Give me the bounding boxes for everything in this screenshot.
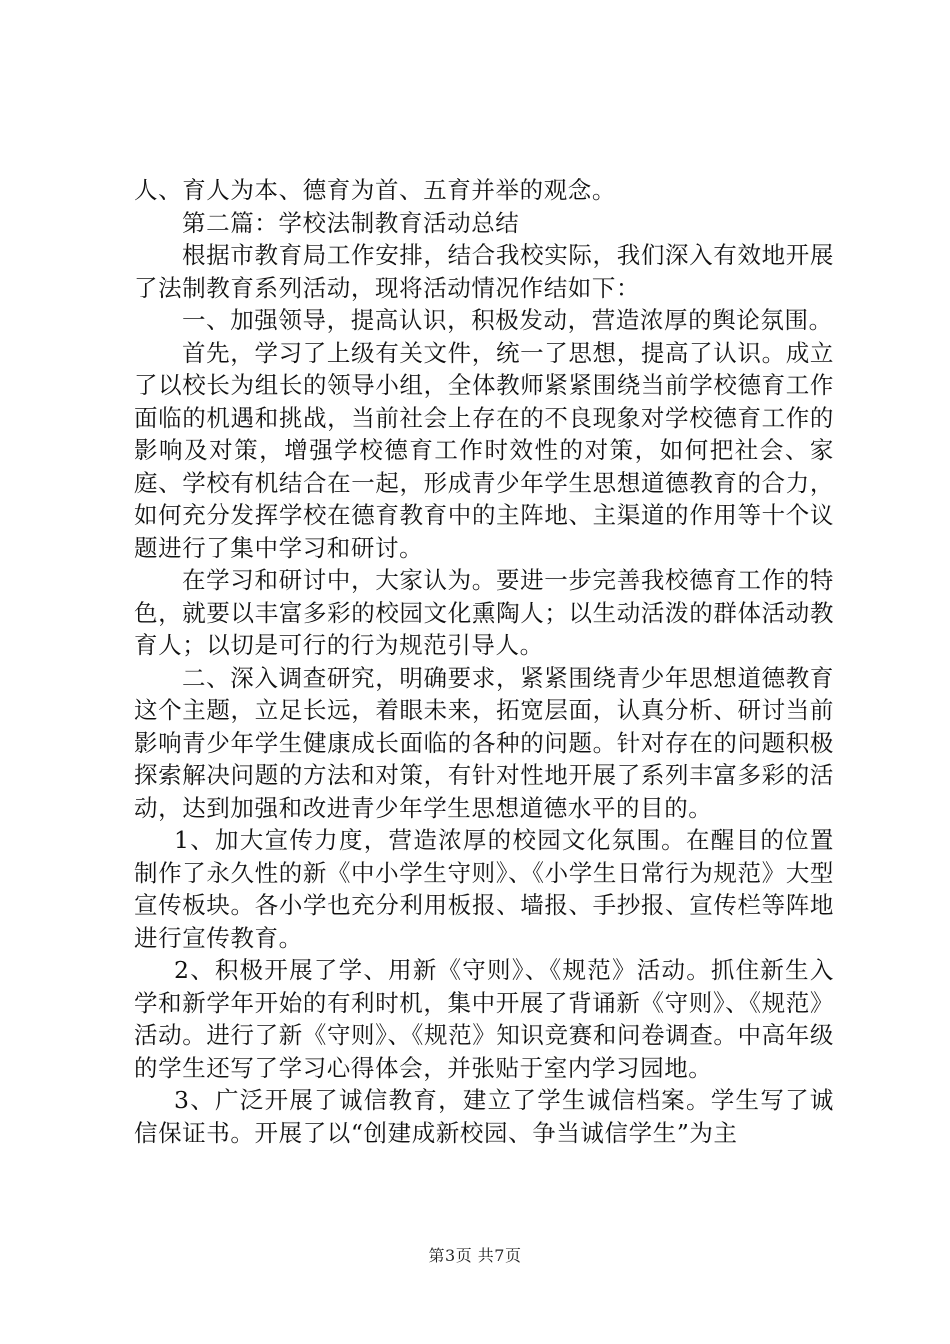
paragraph-discussion: 在学习和研讨中，大家认为。要进一步完善我校德育工作的特色，就要以丰富多彩的校园文化熏陶人；以生动活泼的群体活动教育人；以切是可行的行为规范引导人。 [134, 566, 834, 659]
paragraph-intro: 根据市教育局工作安排，结合我校实际，我们深入有效地开展了法制教育系列活动，现将活动情况作结如下： [134, 241, 834, 302]
page-footer: 第3页 共7页 [428, 1246, 522, 1265]
paragraph-item-3: 3、广泛开展了诚信教育，建立了学生诚信档案。学生写了诚信保证书。开展了以“创建成新校园、争当诚信学生”为主 [134, 1086, 834, 1147]
section-heading: 第二篇：学校法制教育活动总结 [182, 208, 520, 237]
document-body [134, 174, 834, 1149]
paragraph-continuation: 人、育人为本、德育为首、五育并举的观念。 [134, 176, 616, 204]
paragraph-item-1: 1、加大宣传力度，营造浓厚的校园文化氛围。在醒目的位置制作了永久性的新《中小学生守则》、《小学生日常行为规范》大型宣传板块。各小学也充分利用板报、墙报、手抄报、宣传栏等阵地进行宣传教育。 [134, 826, 834, 952]
paragraph-first: 首先，学习了上级有关文件，统一了思想，提高了认识。成立了以校长为组长的领导小组，全体教师紧紧围绕当前学校德育工作面临的机遇和挑战，当前社会上存在的不良现象对学校德育工作的影响及对策，增强学校德育工作时效性的对策，如何把社会、家庭、学校有机结合在一起，形成青少年学生思想道德教育的合力，如何充分发挥学校在德育教育中的主阵地、主渠道的作用等十个议题进行了集中学习和研讨。 [134, 338, 834, 562]
paragraph-point-two: 二、深入调查研究，明确要求，紧紧围绕青少年思想道德教育这个主题，立足长远，着眼未来，拓宽层面，认真分析、研讨当前影响青少年学生健康成长面临的各种的问题。针对存在的问题积极探索解决问题的方法和对策，有针对性地开展了系列丰富多彩的活动，达到加强和改进青少年学生思想道德水平的目的。 [134, 663, 834, 822]
paragraph-point-one: 一、加强领导，提高认识，积极发动，营造浓厚的舆论氛围。 [182, 306, 833, 334]
paragraph-item-2: 2、积极开展了学、用新《守则》、《规范》活动。抓住新生入学和新学年开始的有利时机，集中开展了背诵新《守则》、《规范》活动。进行了新《守则》、《规范》知识竞赛和问卷调查。中高年级的学生还写了学习心得体会，并张贴于室内学习园地。 [134, 956, 834, 1082]
